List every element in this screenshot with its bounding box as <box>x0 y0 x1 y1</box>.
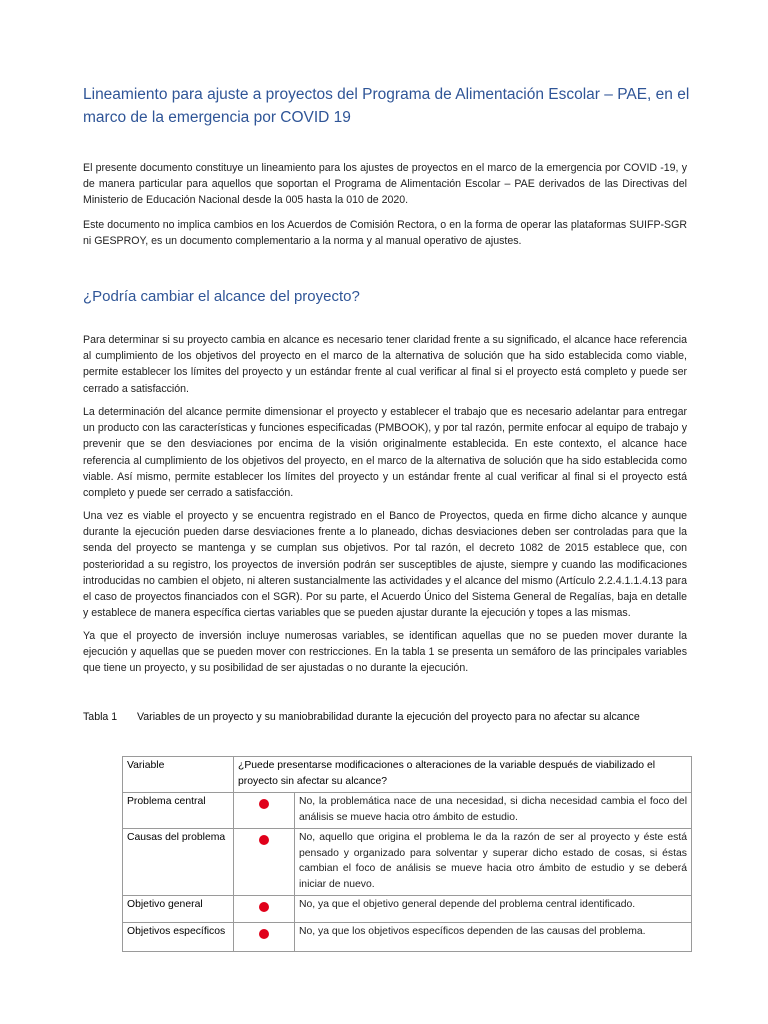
section-paragraph-3: Una vez es viable el proyecto y se encuentra registrado en el Banco de Proyectos, queda en firme dicho alcance y aunque durante la ejecución pueden darse desviaciones frente a lo planeado, dichas desviaciones deben ser controladas para que la senda del proyecto se mantenga y se cumplan sus objetivos. Por tal razón, el decreto 1082 de 2015 establece que, con posterioridad a su registro, los proyectos de inversión podrán ser susceptibles de ajuste, siempre y cuando las modificaciones introducidas no cambien el objeto, ni alteren sustancialmente las actividades y el alcance del mismo (Artículo 2.2.4.1.1.4.13 para el caso de proyectos financiados con el SGR). Por su parte, el Acuerdo Único del Sistema General de Regalías, baja en detalle y establece de manera específica ciertas variables que se pueden ajustar durante la ejecución y topes a las mismas. <box>83 510 687 620</box>
red-dot-icon <box>259 799 269 809</box>
table-cell-status <box>234 793 295 829</box>
table-cell-variable: Causas del problema <box>123 829 234 896</box>
table-cell-variable: Objetivos específicos <box>123 922 234 952</box>
intro-paragraph-2: Este documento no implica cambios en los Acuerdos de Comisión Rectora, o en la forma de operar las plataformas SUIFP-SGR ni GESPROY, es un documento complementario a la norma y al manual operativo de ajustes. <box>83 219 687 248</box>
table-header-row <box>123 757 692 793</box>
table-cell-variable: Problema central <box>123 793 234 829</box>
red-dot-icon <box>259 929 269 939</box>
table-cell-description: No, la problemática nace de una necesidad, si dicha necesidad cambia el foco del análisis se mueve hacia otro ámbito de estudio. <box>295 793 692 829</box>
variables-table <box>122 756 692 952</box>
table-cell-description: No, ya que el objetivo general depende del problema central identificado. <box>295 896 692 923</box>
intro-paragraph-1: El presente documento constituye un lineamiento para los ajustes de proyectos en el marco de la emergencia por COVID -19, y de manera particular para aquellos que soportan el Programa de Alimentación Escolar – PAE derivados de las Directivas del Ministerio de Educación Nacional desde la 005 hasta la 010 de 2020. <box>83 162 687 207</box>
table-header-question: ¿Puede presentarse modificaciones o alteraciones de la variable después de viabilizado el proyecto sin afectar su alcance? <box>234 757 692 793</box>
table-cell-description: No, aquello que origina el problema le da la razón de ser al proyecto y éste está pensado y organizado para solventar y superar dicho estado de cosas, si éstas cambian el foco de análisis se mueve hacia otro ámbito de estudio y se deberá iniciar de nuevo. <box>295 829 692 896</box>
table-cell-status <box>234 896 295 923</box>
section-paragraph-2: La determinación del alcance permite dimensionar el proyecto y establecer el trabajo que es necesario adelantar para entregar un producto con las características y funciones especificadas (PMBOOK), y por tal razón, permite enfocar al equipo de trabajo y prevenir que se den desviaciones por encima de la visión originalmente establecida. En este contexto, el alcance hace referencia al cumplimiento de los objetivos del proyecto, en el marco de la alternativa de solución que ha sido establecida como viable. Así mismo, permite establecer los límites del proyecto y un estándar frente al cual verificar al final si el proyecto está completo y puede ser cerrado a satisfacción. <box>83 406 687 500</box>
table-row <box>123 829 692 896</box>
table-caption-text: Variables de un proyecto y su maniobrabilidad durante la ejecución del proyecto para no afectar su alcance <box>137 711 640 723</box>
red-dot-icon <box>259 902 269 912</box>
section-paragraph-4: Ya que el proyecto de inversión incluye numerosas variables, se identifican aquellas que no se pueden mover durante la ejecución y aquellas que se pueden mover con restricciones. En la tabla 1 se presenta un semáforo de las principales variables que tiene un proyecto, y su posibilidad de ser ajustadas o no durante la ejecución. <box>83 630 687 675</box>
table-caption <box>83 709 703 725</box>
document-title: Lineamiento para ajuste a proyectos del Programa de Alimentación Escolar – PAE, en el marco de la emergencia por COVID 19 <box>83 86 690 126</box>
table-cell-variable: Objetivo general <box>123 896 234 923</box>
section-paragraph-1: Para determinar si su proyecto cambia en alcance es necesario tener claridad frente a su significado, el alcance hace referencia al cumplimiento de los objetivos del proyecto en el marco de la alternativa de solución que ha sido establecida como viable, permite establecer los límites del proyecto y un estándar frente al cual verificar al final si el proyecto está completo y puede ser cerrado a satisfacción. <box>83 334 687 395</box>
table-cell-status <box>234 829 295 896</box>
table-cell-description: No, ya que los objetivos específicos dependen de las causas del problema. <box>295 922 692 952</box>
red-dot-icon <box>259 835 269 845</box>
table-row <box>123 922 692 952</box>
table-cell-status <box>234 922 295 952</box>
section-heading: ¿Podría cambiar el alcance del proyecto? <box>83 288 360 305</box>
table-row <box>123 793 692 829</box>
table-row <box>123 896 692 923</box>
table-caption-label: Tabla 1 <box>83 711 118 723</box>
table-header-variable: Variable <box>123 757 234 793</box>
